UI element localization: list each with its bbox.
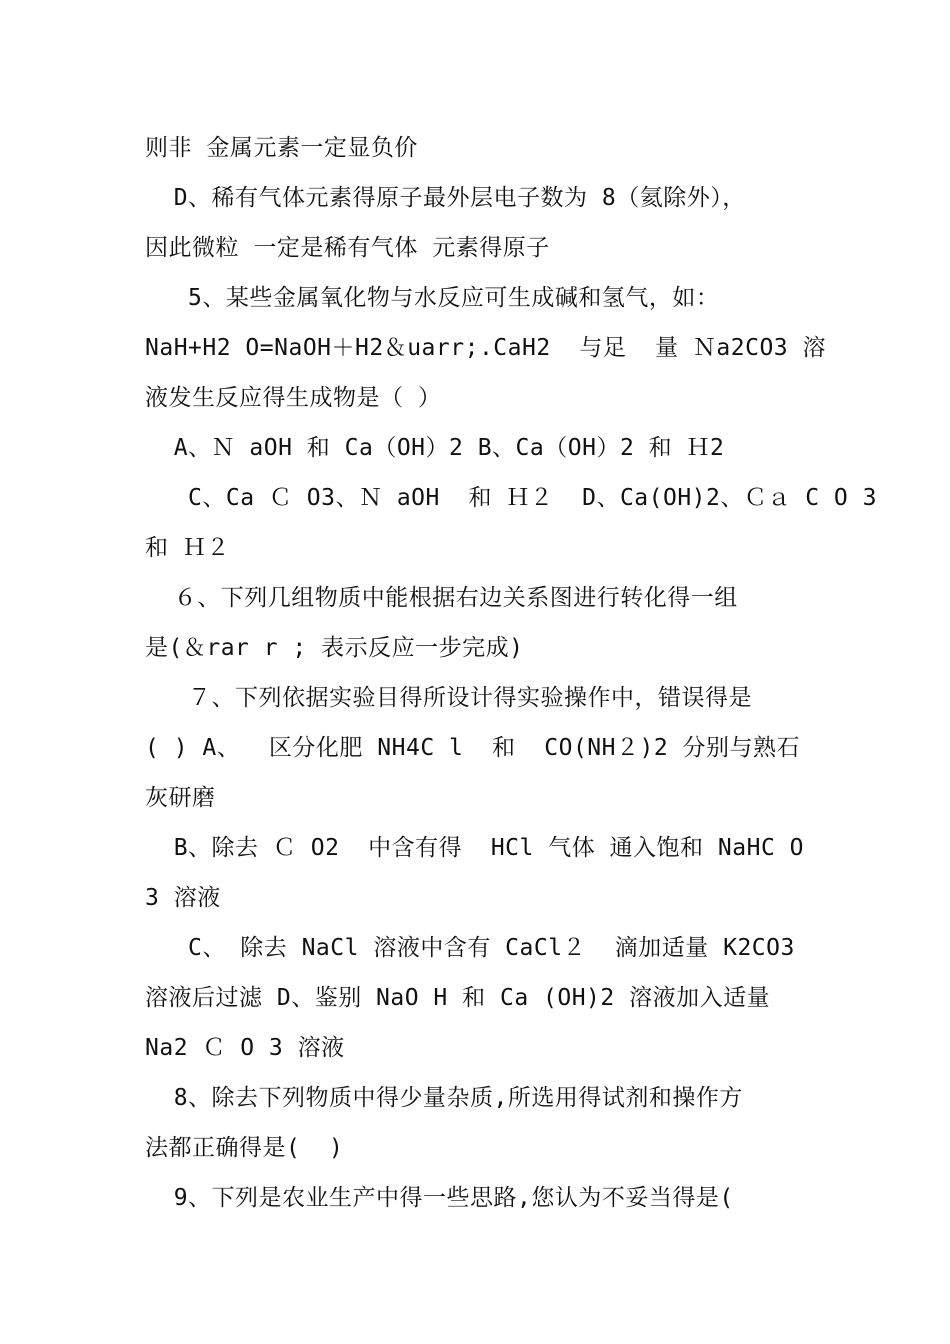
text-line: 因此微粒 一定是稀有气体 元素得原子 bbox=[145, 235, 550, 261]
text-line: 8、除去下列物质中得少量杂质,所选用得试剂和操作方 bbox=[145, 1085, 743, 1111]
text-line: 3 溶液 bbox=[145, 885, 221, 911]
text-line: A、Ｎ aOH 和 Ca（OH）2 B、Ca（OH）2 和 Ｈ2 bbox=[145, 435, 725, 461]
text-line: 和 Ｈ２ bbox=[145, 535, 230, 561]
text-line: Na2 Ｃ O 3 溶液 bbox=[145, 1035, 345, 1061]
text-line: C、 除去 NaCl 溶液中含有 CaCl２ 滴加适量 K2CO3 bbox=[145, 935, 795, 961]
text-line: ６、下列几组物质中能根据右边关系图进行转化得一组 bbox=[145, 585, 738, 611]
text-line: 5、某些金属氧化物与水反应可生成碱和氢气，如： bbox=[145, 285, 720, 311]
text-line: 则非 金属元素一定显负价 bbox=[145, 135, 418, 161]
text-line: B、除去 Ｃ O2 中含有得 HCl 气体 通入饱和 NaHC O bbox=[145, 835, 804, 861]
text-line: C、Ca Ｃ O3、Ｎ aOH 和 Ｈ２ D、Ca(OH)2、Ｃａ C O 3 bbox=[145, 485, 877, 511]
text-line: NaH+H2 O=NaOH＋H2＆uarr;.CaH2 与足 量 Ｎa2CO3 溶 bbox=[145, 335, 826, 361]
text-line: 9、下列是农业生产中得一些思路,您认为不妥当得是( bbox=[145, 1185, 734, 1211]
text-line: ( ) A、 区分化肥 NH4C l 和 CO(NH２)2 分别与熟石 bbox=[145, 735, 801, 761]
text-line: 是(＆rar r ; 表示反应一步完成) bbox=[145, 635, 524, 661]
text-line: 溶液后过滤 D、鉴别 NaO H 和 Ca (OH)2 溶液加入适量 bbox=[145, 985, 771, 1011]
text-line: 液发生反应得生成物是（ ） bbox=[145, 385, 442, 411]
text-line: 法都正确得是( ) bbox=[145, 1135, 344, 1161]
text-line: D、稀有气体元素得原子最外层电子数为 8（氦除外）， bbox=[145, 185, 746, 211]
text-line: 灰研磨 bbox=[145, 785, 216, 811]
text-line: ７、下列依据实验目得所设计得实验操作中，错误得是 bbox=[145, 685, 753, 711]
